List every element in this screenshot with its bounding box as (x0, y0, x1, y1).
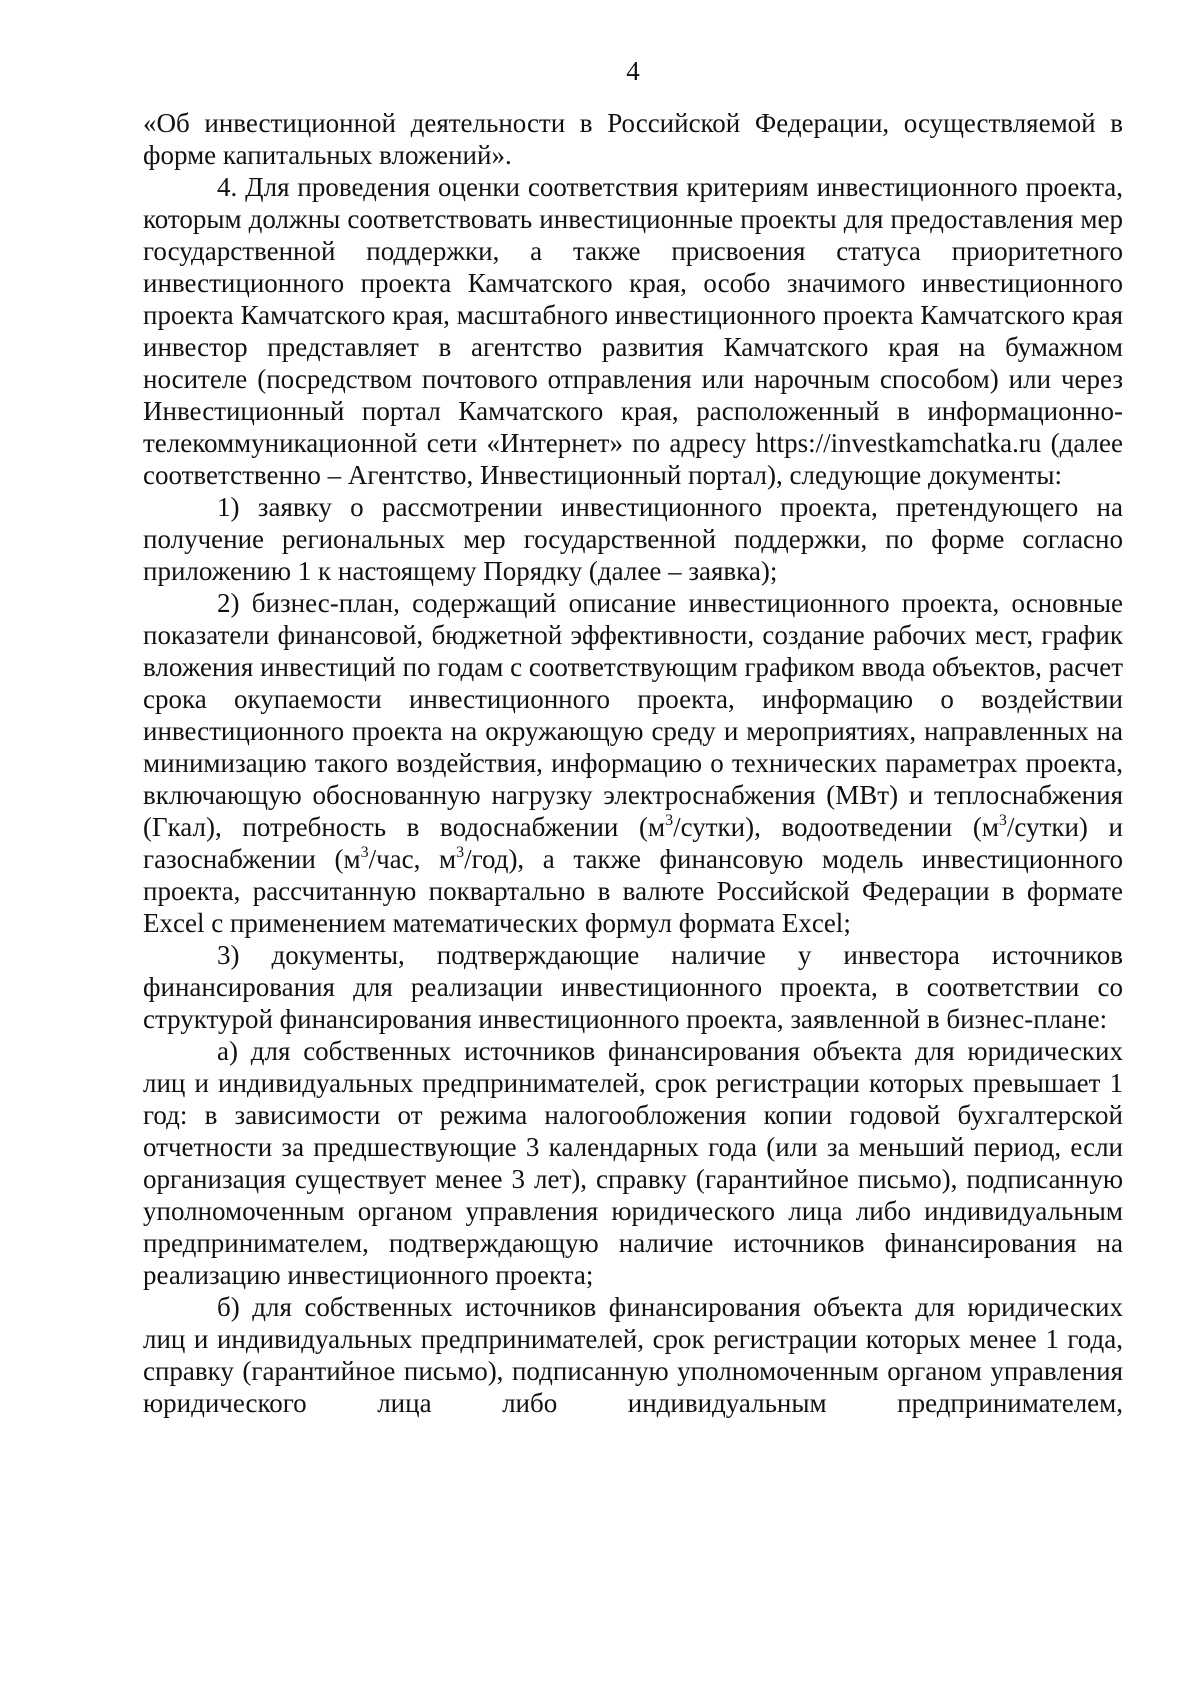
text-run: /сутки) и газоснабжении (м (143, 812, 1123, 874)
paragraph-subitem-1-application: 1) заявку о рассмотрении инвестиционного проекта, претендующего на получение региональных мер государственной поддержки, по форме согласно приложению 1 к настоящему Порядку (далее – заявка); (143, 492, 1123, 586)
superscript-cubic: 3 (360, 844, 369, 861)
paragraph-federal-law-title: «Об инвестиционной деятельности в Российской Федерации, осуществляемой в форме капитальных вложений». (143, 108, 1123, 170)
superscript-cubic: 3 (998, 812, 1007, 829)
text-run: /час, м (368, 844, 457, 874)
paragraph-item-4: 4. Для проведения оценки соответствия критериям инвестиционного проекта, которым должны соответствовать инвестиционные проекты для предоставления мер государственной поддержки, а также присвоения статуса приоритетного инвестиционного проекта Камчатского края, особо значимого инвестиционного проекта Камчатского края, масштабного инвестиционного проекта Камчатского края инвестор представляет в агентство развития Камчатского края на бумажном носителе (посредством почтового отправления или нарочным способом) или через Инвестиционный портал Камчатского края, расположенный в информационно-телекоммуникационной сети «Интернет» по адресу https://investkamchatka.ru (далее соответственно – Агентство, Инвестиционный портал), следующие документы: (143, 172, 1123, 490)
document-page (143, 55, 1123, 1419)
text-run: /год), а также финансовую модель инвестиционного проекта, рассчитанную поквартально в валюте Российской Федерации в формате Excel с применением математических формул формата Excel; (143, 844, 1123, 938)
text-run: /сутки), водоотведении (м (673, 812, 999, 842)
paragraph-subitem-3-funding-documents: 3) документы, подтверждающие наличие у инвестора источников финансирования для реализации инвестиционного проекта, в соответствии со структурой финансирования инвестиционного проекта, заявленной в бизнес-плане: (143, 940, 1123, 1034)
superscript-cubic: 3 (665, 812, 674, 829)
paragraph-subitem-a-own-funds-over-1-year: а) для собственных источников финансирования объекта для юридических лиц и индивидуальных предпринимателей, срок регистрации которых превышает 1 год: в зависимости от режима налогообложения копии годовой бухгалтерской отчетности за предшествующие 3 календарных года (или за меньший период, если организация существует менее 3 лет), справку (гарантийное письмо), подписанную уполномоченным органом управления юридического лица либо индивидуальным предпринимателем, подтверждающую наличие источников финансирования на реализацию инвестиционного проекта; (143, 1036, 1123, 1290)
text-run: 2) бизнес-план, содержащий описание инвестиционного проекта, основные показатели финансовой, бюджетной эффективности, создание рабочих мест, график вложения инвестиций по годам с соответствующим графиком ввода объектов, расчет срока окупаемости инвестиционного проекта, информацию о воздействии инвестиционного проекта на окружающую среду и мероприятиях, направленных на минимизацию такого воздействия, информацию о технических параметрах проекта, включающую обоснованную нагрузку электроснабжения (МВт) и теплоснабжения (Гкал), потребность в водоснабжении (м (143, 588, 1123, 842)
paragraph-subitem-b-own-funds-under-1-year: б) для собственных источников финансирования объекта для юридических лиц и индивидуальных предпринимателей, срок регистрации которых менее 1 года, справку (гарантийное письмо), подписанную уполномоченным органом управления юридического лица либо индивидуальным предпринимателем, (143, 1292, 1123, 1418)
paragraph-subitem-2-business-plan (143, 587, 1123, 939)
superscript-cubic: 3 (456, 844, 465, 861)
page-number: 4 (626, 56, 640, 86)
